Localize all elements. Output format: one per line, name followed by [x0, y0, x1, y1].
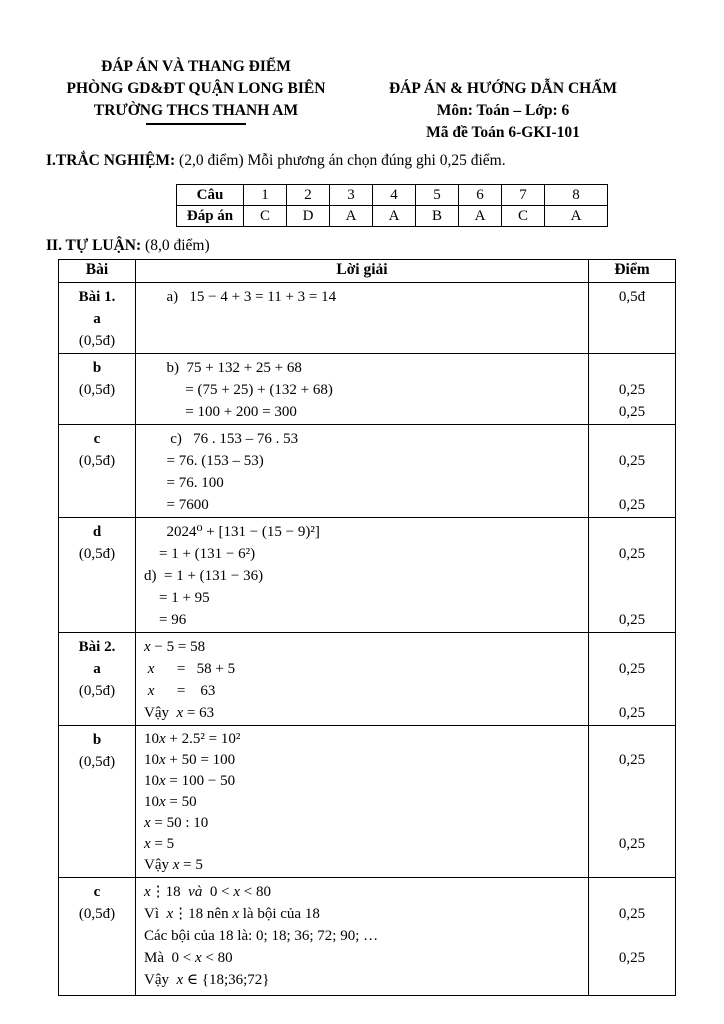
solution-row [59, 425, 676, 518]
solution-line: b) 75 + 132 + 25 + 68 [144, 360, 302, 376]
solution-table-body [59, 283, 676, 996]
section-1-heading [46, 150, 678, 172]
solution-line: 10x = 100 − 50 [144, 773, 236, 789]
mc-question-number: 5 [416, 185, 459, 206]
point-line [590, 565, 674, 587]
solution-table-header-row [59, 260, 676, 283]
point-line [590, 771, 674, 792]
column-header-diem: Điểm [589, 260, 676, 283]
point-line [590, 587, 674, 609]
problem-point-value: (0,5đ) [78, 906, 116, 922]
mc-question-number: 4 [373, 185, 416, 206]
point-line: 0,25 [618, 906, 646, 922]
point-line [590, 855, 674, 876]
solution-line: Các bội của 18 là: 0; 18; 36; 72; 90; … [144, 928, 379, 944]
solution-line: x = 63 [147, 683, 216, 699]
mc-answer-value: C [502, 206, 545, 227]
point-line [590, 813, 674, 834]
point-line: 0,25 [618, 382, 646, 398]
solution-line: = 7600 [144, 497, 209, 513]
problem-point-value: (0,5đ) [78, 333, 116, 349]
mc-answer-value: B [416, 206, 459, 227]
problem-point-value: (0,5đ) [78, 453, 116, 469]
problem-label: c [93, 884, 101, 900]
problem-label: Bài 1. [78, 289, 116, 305]
solution-row [59, 283, 676, 354]
solution-line: 10x + 2.5² = 10² [144, 731, 241, 747]
point-line: 0,25 [618, 752, 646, 768]
point-line [590, 428, 674, 450]
points-cell [589, 633, 676, 726]
exam-info-block [378, 78, 628, 144]
school-name: TRƯỜNG THCS THANH AM [93, 102, 299, 119]
solution-line: = 100 + 200 = 300 [144, 404, 297, 420]
mc-answer-value: A [373, 206, 416, 227]
mc-question-number: 8 [545, 185, 608, 206]
solution-line: = 1 + 95 [144, 590, 210, 606]
mc-answer-value: C [244, 206, 287, 227]
solution-line: x − 5 = 58 [144, 639, 206, 655]
mc-question-number: 2 [287, 185, 330, 206]
solution-row [59, 726, 676, 878]
school-header-block [46, 56, 346, 125]
solution-cell [136, 354, 589, 425]
section-2-description: (8,0 điểm) [141, 237, 210, 254]
column-header-loi-giai: Lời giải [136, 260, 589, 283]
point-line: 0,25 [618, 546, 646, 562]
point-line: 0,25 [618, 453, 646, 469]
exam-code-line: Mã đề Toán 6-GKI-101 [426, 124, 580, 141]
mc-question-number: 7 [502, 185, 545, 206]
solution-line: = (75 + 25) + (132 + 68) [144, 382, 333, 398]
problem-label: b [92, 360, 102, 376]
solution-cell [136, 425, 589, 518]
point-line: 0,25 [618, 705, 646, 721]
point-line: 0,25 [618, 497, 646, 513]
solution-line: = 76. 100 [144, 475, 224, 491]
point-line [590, 925, 674, 947]
problem-label-cell [59, 283, 136, 354]
solution-cell [136, 878, 589, 996]
solution-line: x = 50 : 10 [144, 815, 209, 831]
mc-row-label: Đáp án [177, 206, 244, 227]
solution-line: 2024⁰ + [131 − (15 − 9)²] [144, 524, 320, 540]
mc-answer-value: A [330, 206, 373, 227]
answer-guide-title: ĐÁP ÁN & HƯỚNG DẪN CHẤM [388, 80, 618, 97]
solution-row [59, 633, 676, 726]
mc-row-label: Câu [177, 185, 244, 206]
problem-label-cell [59, 425, 136, 518]
point-line [590, 881, 674, 903]
problem-label: c [93, 431, 101, 447]
section-2-heading [46, 235, 678, 257]
mc-table-body [177, 185, 608, 227]
solution-line: 10x = 50 [144, 794, 197, 810]
solution-line: c) 76 . 153 – 76 . 53 [144, 431, 299, 447]
points-cell [589, 878, 676, 996]
solution-line: x = 5 [144, 836, 175, 852]
solution-line: = 76. (153 – 53) [144, 453, 264, 469]
subject-grade-line: Môn: Toán – Lớp: 6 [436, 102, 570, 119]
problem-point-value: (0,5đ) [78, 382, 116, 398]
problem-label: Bài 2. [78, 639, 116, 655]
point-line [590, 636, 674, 658]
problem-label: a [93, 661, 101, 677]
points-cell [589, 425, 676, 518]
mc-answer-value: D [287, 206, 330, 227]
mc-answer-value: A [545, 206, 608, 227]
problem-label: b [92, 732, 102, 748]
column-header-bai: Bài [59, 260, 136, 283]
points-cell [589, 354, 676, 425]
problem-label-cell [59, 633, 136, 726]
mc-answer-value: A [459, 206, 502, 227]
mc-question-number: 1 [244, 185, 287, 206]
problem-point-value: (0,5đ) [78, 754, 116, 770]
solution-cell [136, 283, 589, 354]
mc-question-number: 3 [330, 185, 373, 206]
document-header [46, 56, 678, 144]
solution-cell [136, 726, 589, 878]
solution-table [58, 259, 676, 996]
solution-line: 10x + 50 = 100 [144, 752, 236, 768]
solution-cell [136, 633, 589, 726]
solution-line: Mà 0 < x < 80 [144, 950, 233, 966]
point-line [590, 357, 674, 379]
mc-answer-row [177, 206, 608, 227]
solution-row [59, 518, 676, 633]
header-underline [146, 123, 246, 125]
department-name: PHÒNG GD&ĐT QUẬN LONG BIÊN [66, 80, 326, 97]
points-cell [589, 518, 676, 633]
solution-line: Vậy x = 5 [144, 857, 203, 873]
point-line: 0,5đ [618, 289, 646, 305]
problem-label: d [92, 524, 102, 540]
solution-line: x⋮18 và 0 < x < 80 [144, 884, 271, 900]
point-line [590, 521, 674, 543]
problem-point-value: (0,5đ) [78, 683, 116, 699]
problem-point-value: (0,5đ) [78, 546, 116, 562]
solution-line: Vậy x = 63 [144, 705, 215, 721]
section-2-label: II. TỰ LUẬN: [46, 237, 142, 254]
point-line [590, 792, 674, 813]
point-line [590, 729, 674, 750]
document-title: ĐÁP ÁN VÀ THANG ĐIỂM [101, 58, 291, 75]
problem-label-cell [59, 878, 136, 996]
point-line: 0,25 [618, 950, 646, 966]
mc-question-row [177, 185, 608, 206]
problem-label-cell [59, 354, 136, 425]
solution-line: Vậy x ∈ {18;36;72} [144, 972, 270, 988]
solution-line: a) 15 − 4 + 3 = 11 + 3 = 14 [144, 289, 337, 305]
solution-line: d) = 1 + (131 − 36) [144, 568, 264, 584]
section-1-description: (2,0 điểm) Mỗi phương án chọn đúng ghi 0,25 điểm. [175, 152, 506, 169]
section-1-label: I.TRẮC NGHIỆM: [46, 152, 176, 169]
point-line: 0,25 [618, 404, 646, 420]
point-line: 0,25 [618, 836, 646, 852]
point-line: 0,25 [618, 612, 646, 628]
point-line: 0,25 [618, 661, 646, 677]
multiple-choice-table [176, 184, 608, 227]
solution-line: x = 58 + 5 [147, 661, 236, 677]
solution-line: = 1 + (131 − 6²) [144, 546, 256, 562]
solution-line: Vì x⋮18 nên x là bội của 18 [144, 906, 320, 922]
point-line [590, 472, 674, 494]
point-line [590, 969, 674, 991]
points-cell [589, 726, 676, 878]
mc-question-number: 6 [459, 185, 502, 206]
problem-label-cell [59, 518, 136, 633]
solution-line: = 96 [144, 612, 187, 628]
points-cell [589, 283, 676, 354]
point-line [590, 680, 674, 702]
solution-cell [136, 518, 589, 633]
problem-label: a [93, 311, 101, 327]
problem-label-cell [59, 726, 136, 878]
solution-row [59, 354, 676, 425]
solution-row [59, 878, 676, 996]
